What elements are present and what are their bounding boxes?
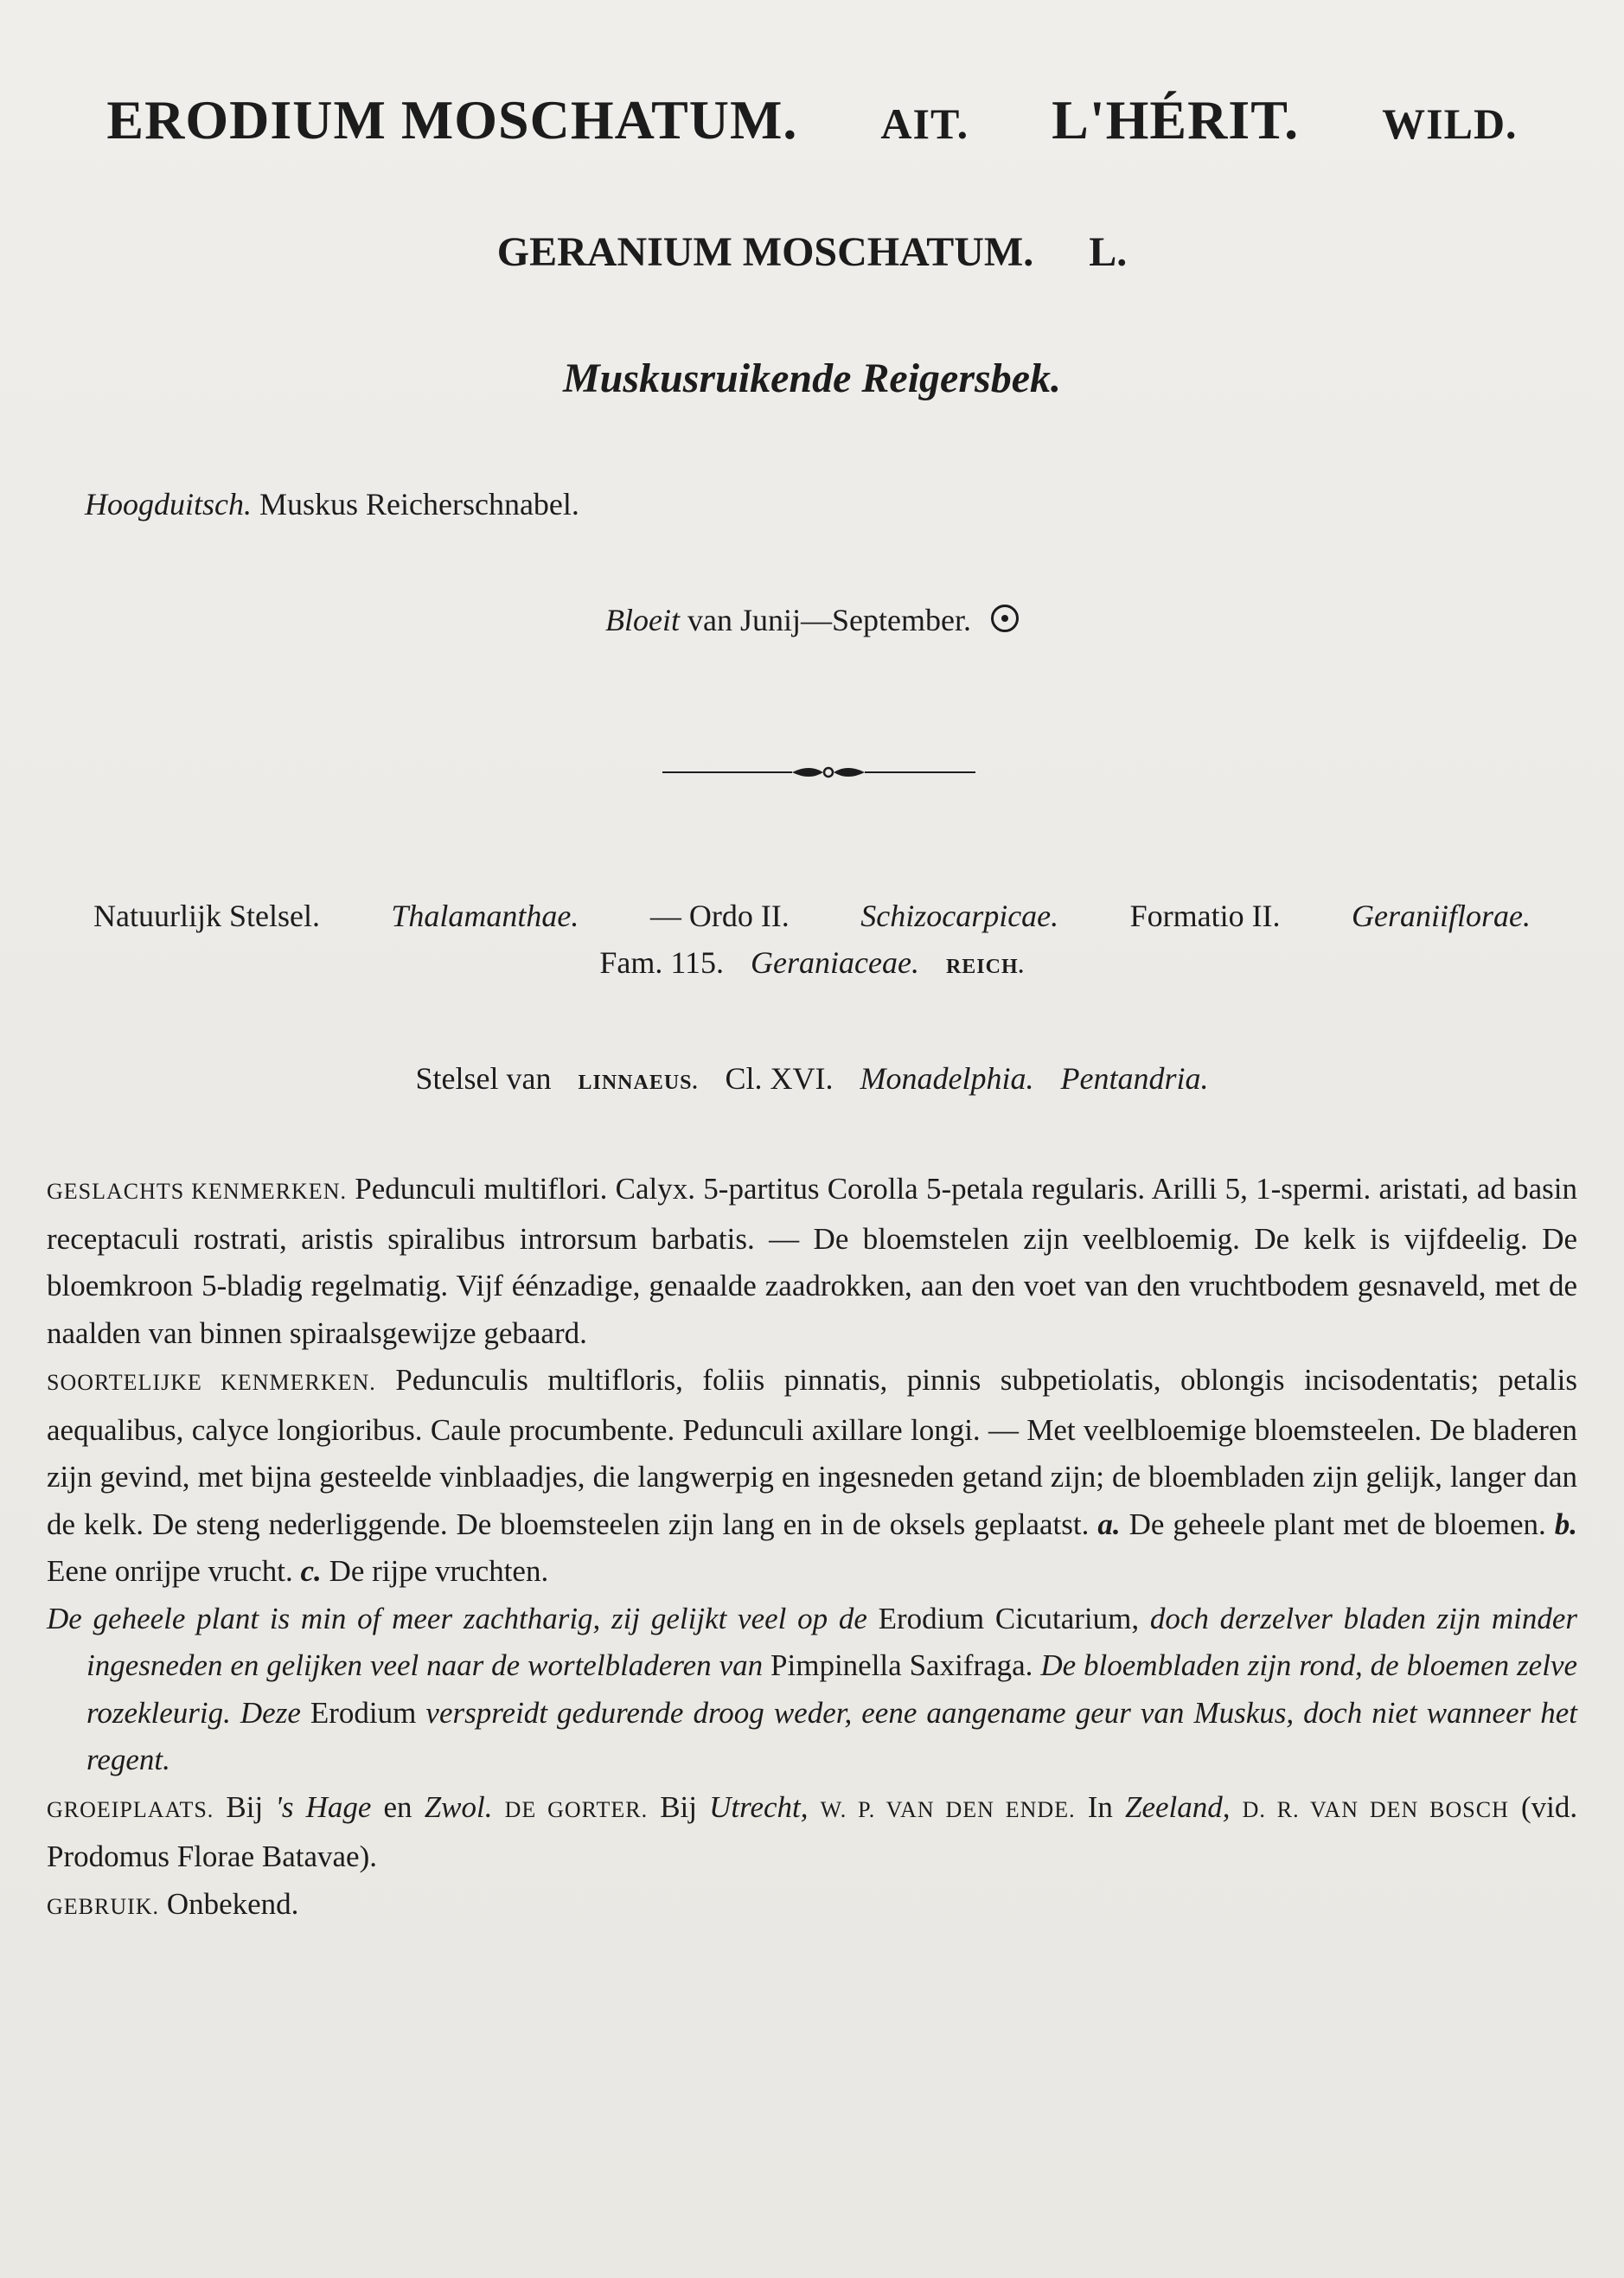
natural-system-formatio-name: Geraniiflorae. xyxy=(1351,899,1531,933)
divider-ornament-icon xyxy=(662,759,975,785)
synonym-author: L. xyxy=(1089,229,1128,275)
linnaeus-class: Cl. XVI. xyxy=(725,1061,834,1096)
flowering-value: van Junij—September. xyxy=(687,603,971,637)
species-dutch: — Met veelbloemige bloemsteelen. De bladeren zijn gevind, met bijna gesteelde vinblaadjes, die langwerpig en ingesneden getand zijn; de bloembladen zijn gelijk, langer dan de kelk. De steng nederliggende. De bloemsteelen zijn lang en in de oksels geplaatst. xyxy=(47,1412,1577,1541)
title-author-ait: AIT. xyxy=(880,99,969,148)
flowering-label: Bloeit xyxy=(605,603,680,637)
natural-system-line2 xyxy=(0,944,1624,981)
habitat-bij2: Bij xyxy=(660,1789,697,1824)
habitat-author1: DE GORTER. xyxy=(504,1796,649,1822)
species-paragraph xyxy=(47,1357,1577,1596)
species-latin: Pedunculis multifloris, foliis pinnatis, pinnis subpetiolatis, oblongis incisodentatis; petalis aequalibus, calyce longioribus. Caule procumbente. Pedunculi axillare longi. xyxy=(47,1363,1577,1447)
use-label: GEBRUIK. xyxy=(47,1893,160,1919)
linnaeus-name: LINNAEUS. xyxy=(578,1072,699,1094)
genus-paragraph xyxy=(47,1166,1577,1357)
use-value: Onbekend. xyxy=(166,1886,299,1921)
vernacular-label: Hoogduitsch. xyxy=(85,487,252,522)
habitat-place3: Utrecht, xyxy=(709,1789,809,1824)
description-name1: Erodium Cicutarium, xyxy=(878,1601,1140,1635)
common-name: Muskusruikende Reigersbek. xyxy=(562,355,1062,401)
habitat-reference: (vid. Prodomus Florae Batavae). xyxy=(47,1789,1578,1873)
description-paragraph xyxy=(47,1596,1577,1784)
habitat-label: GROEIPLAATS. xyxy=(47,1796,214,1822)
species-label: SOORTELIJKE KENMERKEN. xyxy=(47,1370,376,1395)
habitat-in: In xyxy=(1087,1789,1113,1824)
flowering-period xyxy=(0,602,1624,638)
habitat-author2: W. P. VAN DEN ENDE. xyxy=(820,1796,1076,1822)
linnaeus-order: Pentandria. xyxy=(1060,1061,1209,1096)
habitat-paragraph xyxy=(47,1784,1577,1881)
title-species: ERODIUM MOSCHATUM. xyxy=(106,89,798,150)
natural-system-label: Natuurlijk Stelsel. xyxy=(93,899,320,933)
description-part3: De bloembladen zijn rond, de bloemen zelve rozekleurig. Deze xyxy=(86,1648,1578,1730)
natural-system-formatio: Formatio II. xyxy=(1129,899,1281,933)
natural-system-class: Thalamanthae. xyxy=(391,899,579,933)
title-main xyxy=(0,88,1624,152)
title-author-lherit: L'HÉRIT. xyxy=(1052,89,1300,150)
figure-b-text: Eene onrijpe vrucht. xyxy=(47,1554,293,1588)
description-part1: De geheele plant is min of meer zachtharig, zij gelijkt veel op de xyxy=(47,1601,867,1635)
vernacular-value: Muskus Reicherschnabel. xyxy=(259,487,579,522)
description-name3: Erodium xyxy=(310,1695,417,1730)
vernacular-name xyxy=(85,486,579,522)
description-body xyxy=(47,1166,1577,1930)
habitat-place2: Zwol. xyxy=(424,1789,493,1824)
genus-latin: Pedunculi multiflori. Calyx. 5-partitus Corolla 5-petala regularis. Arilli 5, 1-spermi. aristati, ad basin receptaculi rostrati, aristis spiralibus introrsum barbatis. xyxy=(47,1172,1577,1256)
figure-a-label: a. xyxy=(1097,1507,1121,1541)
annual-symbol-icon xyxy=(991,605,1019,632)
figure-c-label: c. xyxy=(300,1554,322,1588)
linnaeus-class-name: Monadelphia. xyxy=(860,1061,1034,1096)
figure-b-label: b. xyxy=(1554,1507,1578,1541)
figure-c-text: De rijpe vruchten. xyxy=(329,1554,549,1588)
figure-a-text: De geheele plant met de bloemen. xyxy=(1128,1507,1546,1541)
linnaeus-system xyxy=(0,1060,1624,1097)
natural-system-ordo-name: Schizocarpicae. xyxy=(860,899,1059,933)
habitat-bij1: Bij xyxy=(226,1789,264,1824)
description-name2: Pimpinella Saxifraga. xyxy=(770,1648,1033,1682)
description-part2: doch derzelver bladen zijn minder ingesneden en gelijken veel naar de wortelbladeren van xyxy=(86,1601,1578,1682)
synonym-name: GERANIUM MOSCHATUM. xyxy=(496,229,1034,275)
habitat-place1: 's Hage xyxy=(275,1789,372,1824)
natural-system-line1 xyxy=(93,898,1531,934)
genus-dutch: — De bloemstelen zijn veelbloemig. De kelk is vijfdeelig. De bloemkroon 5-bladig regelmatig. Vijf éénzadige, genaalde zaadrokken, aan den voet van den vruchtbodem gesnaveld, met de naalden van binnen spiraalsgewijze gebaard. xyxy=(47,1221,1578,1350)
natural-system-ordo: — Ordo II. xyxy=(649,899,790,933)
genus-label: GESLACHTS KENMERKEN. xyxy=(47,1179,347,1204)
use-paragraph xyxy=(47,1881,1577,1931)
synonym-heading xyxy=(0,228,1624,276)
title-author-wild: WILD. xyxy=(1382,99,1518,148)
natural-system-fam-author: REICH. xyxy=(945,956,1025,978)
description-part4: verspreidt gedurende droog weder, eene aangename geur van Muskus, doch niet wanneer het regent. xyxy=(86,1695,1578,1776)
natural-system-fam: Fam. 115. xyxy=(599,945,725,980)
natural-system-fam-name: Geraniaceae. xyxy=(751,945,919,980)
linnaeus-label: Stelsel van xyxy=(415,1061,552,1096)
habitat-place4: Zeeland, xyxy=(1124,1789,1231,1824)
habitat-author3: D. R. VAN DEN BOSCH xyxy=(1242,1796,1509,1822)
habitat-en: en xyxy=(383,1789,412,1824)
